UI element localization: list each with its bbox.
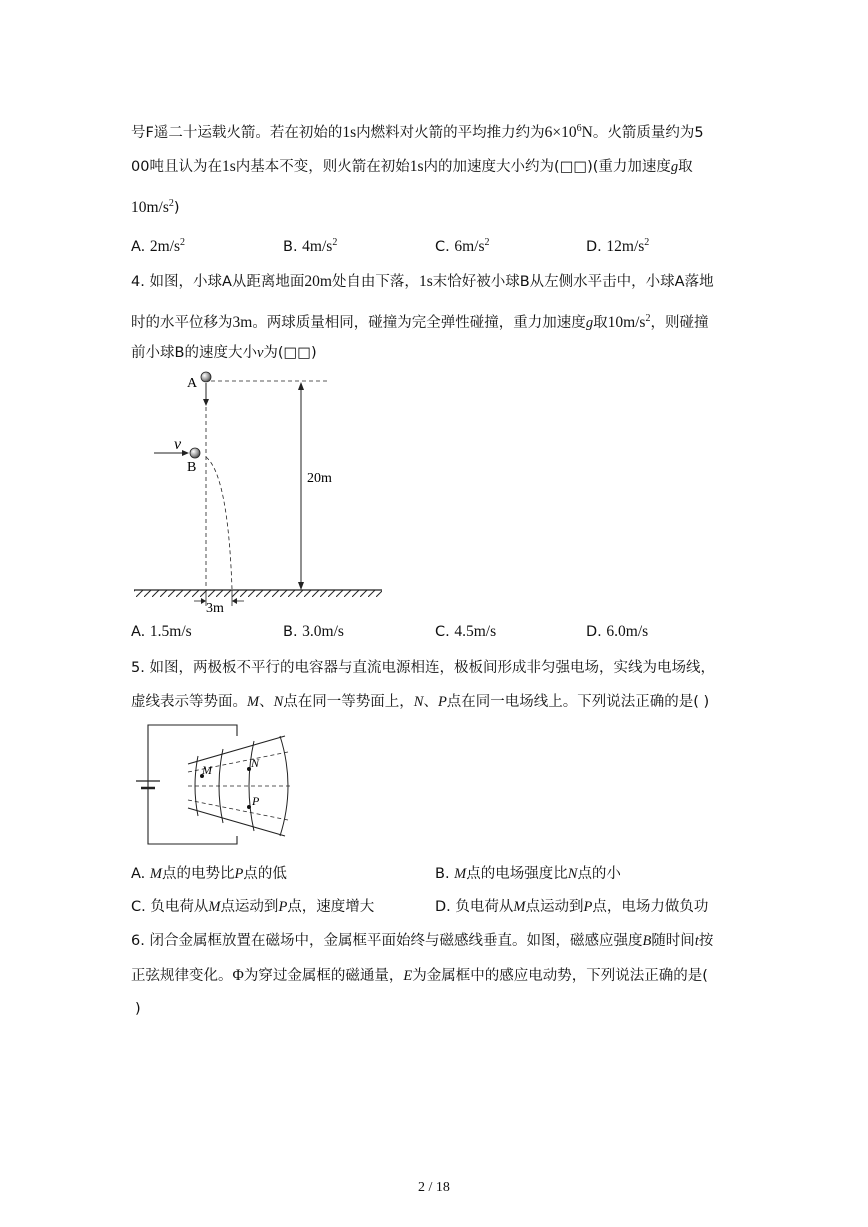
velocity-arrow-head bbox=[182, 450, 189, 456]
q3-option-c[interactable]: C. $6m/s^2$ bbox=[435, 237, 490, 255]
point-n-label: N bbox=[251, 756, 260, 770]
q5-stem-line-2: 虚线表示等势面。M、N点在同一等势面上，N、P点在同一电场线上。下列说法正确的是( ) bbox=[131, 694, 710, 710]
height-arrow-bottom bbox=[298, 582, 304, 590]
q3-stem-line-2: 00吨且认为在1s内基本不变，则火箭在初始1s内的加速度大小约为(□□)(重力加速度g取 bbox=[131, 158, 693, 175]
q6-stem-line-3: ) bbox=[135, 1001, 141, 1017]
q6-stem-line-2: 正弦规律变化。Φ为穿过金属框的磁通量，E为金属框中的感应电动势，下列说法正确的是( bbox=[131, 967, 708, 984]
q5-option-a[interactable]: A. M点的电势比P点的低 bbox=[131, 866, 287, 882]
ball-a-label: A bbox=[187, 376, 198, 391]
point-p-label: P bbox=[252, 794, 260, 808]
q3-option-b[interactable]: B. $4m/s^2$ bbox=[283, 237, 338, 255]
q4-option-d[interactable]: D. 6.0m/s bbox=[586, 623, 649, 640]
page-number: 2 / 18 bbox=[418, 1180, 450, 1195]
point-m-label: M bbox=[202, 763, 212, 777]
q5-figure bbox=[128, 722, 303, 850]
ball-b bbox=[190, 448, 200, 458]
q4-stem-line-3: 前小球B的速度大小v为(□□) bbox=[131, 345, 317, 361]
q3-stem-line-3: $10m/s^2$) bbox=[131, 198, 180, 216]
q4-option-c[interactable]: C. 4.5m/s bbox=[435, 623, 497, 640]
circuit-wire bbox=[148, 725, 237, 844]
ball-a bbox=[201, 372, 211, 382]
q5-option-c[interactable]: C. 负电荷从M点运动到P点，速度增大 bbox=[131, 899, 375, 915]
upper-plate bbox=[188, 736, 285, 764]
q4-figure bbox=[120, 365, 400, 620]
offset-label: 3m bbox=[206, 601, 224, 616]
q6-stem-line-1: 6. 闭合金属框放置在磁场中，金属框平面始终与磁感线垂直。如图，磁感应强度B随时间t按 bbox=[131, 933, 714, 949]
q5-option-b[interactable]: B. M点的电场强度比N点的小 bbox=[435, 866, 621, 882]
q4-stem-line-1: 4. 如图，小球A从距离地面20m处自由下落，1s末恰好被小球B从左侧水平击中，小球A落地 bbox=[131, 273, 714, 290]
q5-option-d[interactable]: D. 负电荷从M点运动到P点，电场力做负功 bbox=[435, 899, 709, 915]
ground-hatch bbox=[134, 590, 382, 597]
equipotential-3 bbox=[188, 800, 288, 820]
q3-option-a[interactable]: A. $2m/s^2$ bbox=[131, 237, 186, 255]
q4-stem-line-2: 时的水平位移为3m。两球质量相同，碰撞为完全弹性碰撞，重力加速度g取$10m/s^2$，则碰撞 bbox=[131, 313, 709, 331]
q3-stem-line-1: 号F遥二十运载火箭。若在初始的1s内燃料对火箭的平均推力约为$6\times 10^6N$。火箭质量约为5 bbox=[131, 123, 704, 141]
offset-arrow-right-head bbox=[232, 598, 237, 604]
q5-stem-line-1: 5. 如图，两极板不平行的电容器与直流电源相连，极板间形成非匀强电场，实线为电场线， bbox=[131, 660, 715, 676]
height-arrow-top bbox=[298, 382, 304, 390]
lower-plate bbox=[188, 808, 285, 836]
q3-option-d[interactable]: D. $12m/s^2$ bbox=[586, 237, 650, 255]
fall-arrow-head bbox=[203, 399, 209, 406]
q4-option-a[interactable]: A. 1.5m/s bbox=[131, 623, 192, 640]
height-label: 20m bbox=[307, 471, 332, 486]
trajectory-curve bbox=[206, 457, 232, 589]
velocity-label: v bbox=[174, 436, 182, 453]
q4-option-b[interactable]: B. 3.0m/s bbox=[283, 623, 344, 640]
ball-b-label: B bbox=[187, 460, 197, 475]
point-p bbox=[247, 805, 251, 809]
